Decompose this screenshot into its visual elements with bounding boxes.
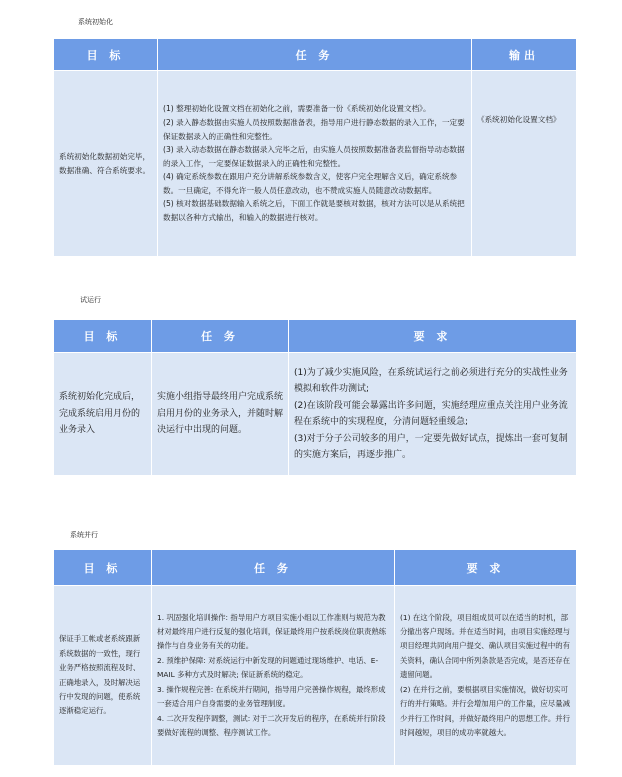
requirement-item: (1) 在这个阶段，项目组成员可以在适当的时机，部分撤出客户现场。并在适当时间，由项目实施经理与项目经理共同向用户提交、确认项目实施过程中的有关资料，确认合同中所列条款是否完成，是否还存在遗留问题。 [400, 612, 570, 680]
header-requirement: 要 求 [395, 550, 577, 586]
task-item: 1. 巩固强化培训操作: 指导用户方项目实施小组以工作准则与规范为教材对最终用户进行反复的强化培训，保证最终用户按系统岗位职责熟练操作与自身业务有关的功能。 [157, 612, 387, 651]
init-goal: 系统初始化数据初始完毕，数据准确、符合系统要求。 [54, 71, 158, 257]
trial-requirements [289, 353, 577, 476]
header-goal: 目 标 [54, 550, 152, 586]
init-tasks [158, 71, 472, 257]
init-output: 《系统初始化设置文档》 [472, 71, 577, 257]
parallel-tasks [152, 586, 395, 766]
parallel-requirements [395, 586, 577, 766]
requirement-item: (3)对于分子公司较多的用户，一定要先做好试点，提炼出一套可复制的实施方案后，再逐步推广。 [294, 433, 568, 460]
header-task: 任 务 [152, 320, 289, 353]
task-item: 2. 预维护保障: 对系统运行中新发现的问题通过现场维护、电话、E-MAIL 多种方式及时解决; 保证新系统的稳定。 [157, 655, 379, 680]
trial-table [53, 319, 577, 476]
section-title-parallel: 系统并行 [70, 531, 98, 539]
task-item: 3. 操作规程完善: 在系统并行期间，指导用户完善操作规程，最终形成一套适合用户自身需要的业务管理制度。 [157, 684, 386, 709]
requirement-item: (1)为了减少实施风险，在系统试运行之前必须进行充分的实战性业务模拟和软件功测试; [294, 367, 568, 394]
requirement-item: (2) 在并行之前，要根据项目实施情况，做好切实可行的并行策略。并行会增加用户的工作量，应尽量减少并行工作时间，并做好最终用户的思想工作。并行时间越短，项目的成功率就越大。 [400, 684, 570, 737]
section-title-trial: 试运行 [80, 296, 101, 304]
task-item: (4) 确定系统参数在跟用户充分讲解系统参数含义，使客户完全理解含义后，确定系统参数。一旦确定，不得允许一般人员任意改动，也不赞成实施人员随意改动数据库。 [163, 172, 458, 195]
header-requirement: 要 求 [289, 320, 577, 353]
section-title-init: 系统初始化 [78, 18, 113, 26]
task-item: (3) 录入动态数据在静态数据录入完毕之后，由实施人员按照数据准备表监督指导动态数据的录入工作，一定要保证数据录入的正确性和完整性。 [163, 145, 465, 168]
task-item: (5) 核对数据基础数据输入系统之后，下面工作就是要核对数据，核对方法可以是从系统把数据以各种方式输出，和输入的数据进行核对。 [163, 199, 465, 223]
task-item: (2) 录入静态数据由实施人员按照数据准备表，指导用户进行静态数据的录入工作，一定要保证数据录入的正确性和完整性。 [163, 117, 465, 141]
header-output: 输出 [472, 39, 577, 71]
task-item: 4. 二次开发程序调整，测试: 对于二次开发后的程序，在系统并行阶段要做好流程的调整、程序测试工作。 [157, 713, 386, 737]
init-table [53, 38, 577, 257]
header-task: 任 务 [158, 39, 472, 71]
requirement-item: (2)在该阶段可能会暴露出许多问题，实施经理应重点关注用户业务流程在系统中的实现程度，分清问题轻重缓急; [294, 400, 568, 427]
parallel-goal: 保证手工帐或老系统跟新系统数据的一致性，现行业务严格按照流程及时、正确地录入，及时解决运行中发现的问题，使系统逐渐稳定运行。 [54, 586, 152, 766]
task-item: (1) 整理初始化设置文档在初始化之前，需要准备一份《系统初始化设置文档》。 [163, 104, 431, 114]
parallel-table [53, 549, 577, 766]
header-goal: 目 标 [54, 320, 152, 353]
trial-task: 实施小组指导最终用户完成系统启用月份的业务录入，并随时解决运行中出现的问题。 [152, 353, 289, 476]
trial-goal: 系统初始化完成后，完成系统启用月份的业务录入 [54, 353, 152, 476]
header-task: 任 务 [152, 550, 395, 586]
header-goal: 目 标 [54, 39, 158, 71]
